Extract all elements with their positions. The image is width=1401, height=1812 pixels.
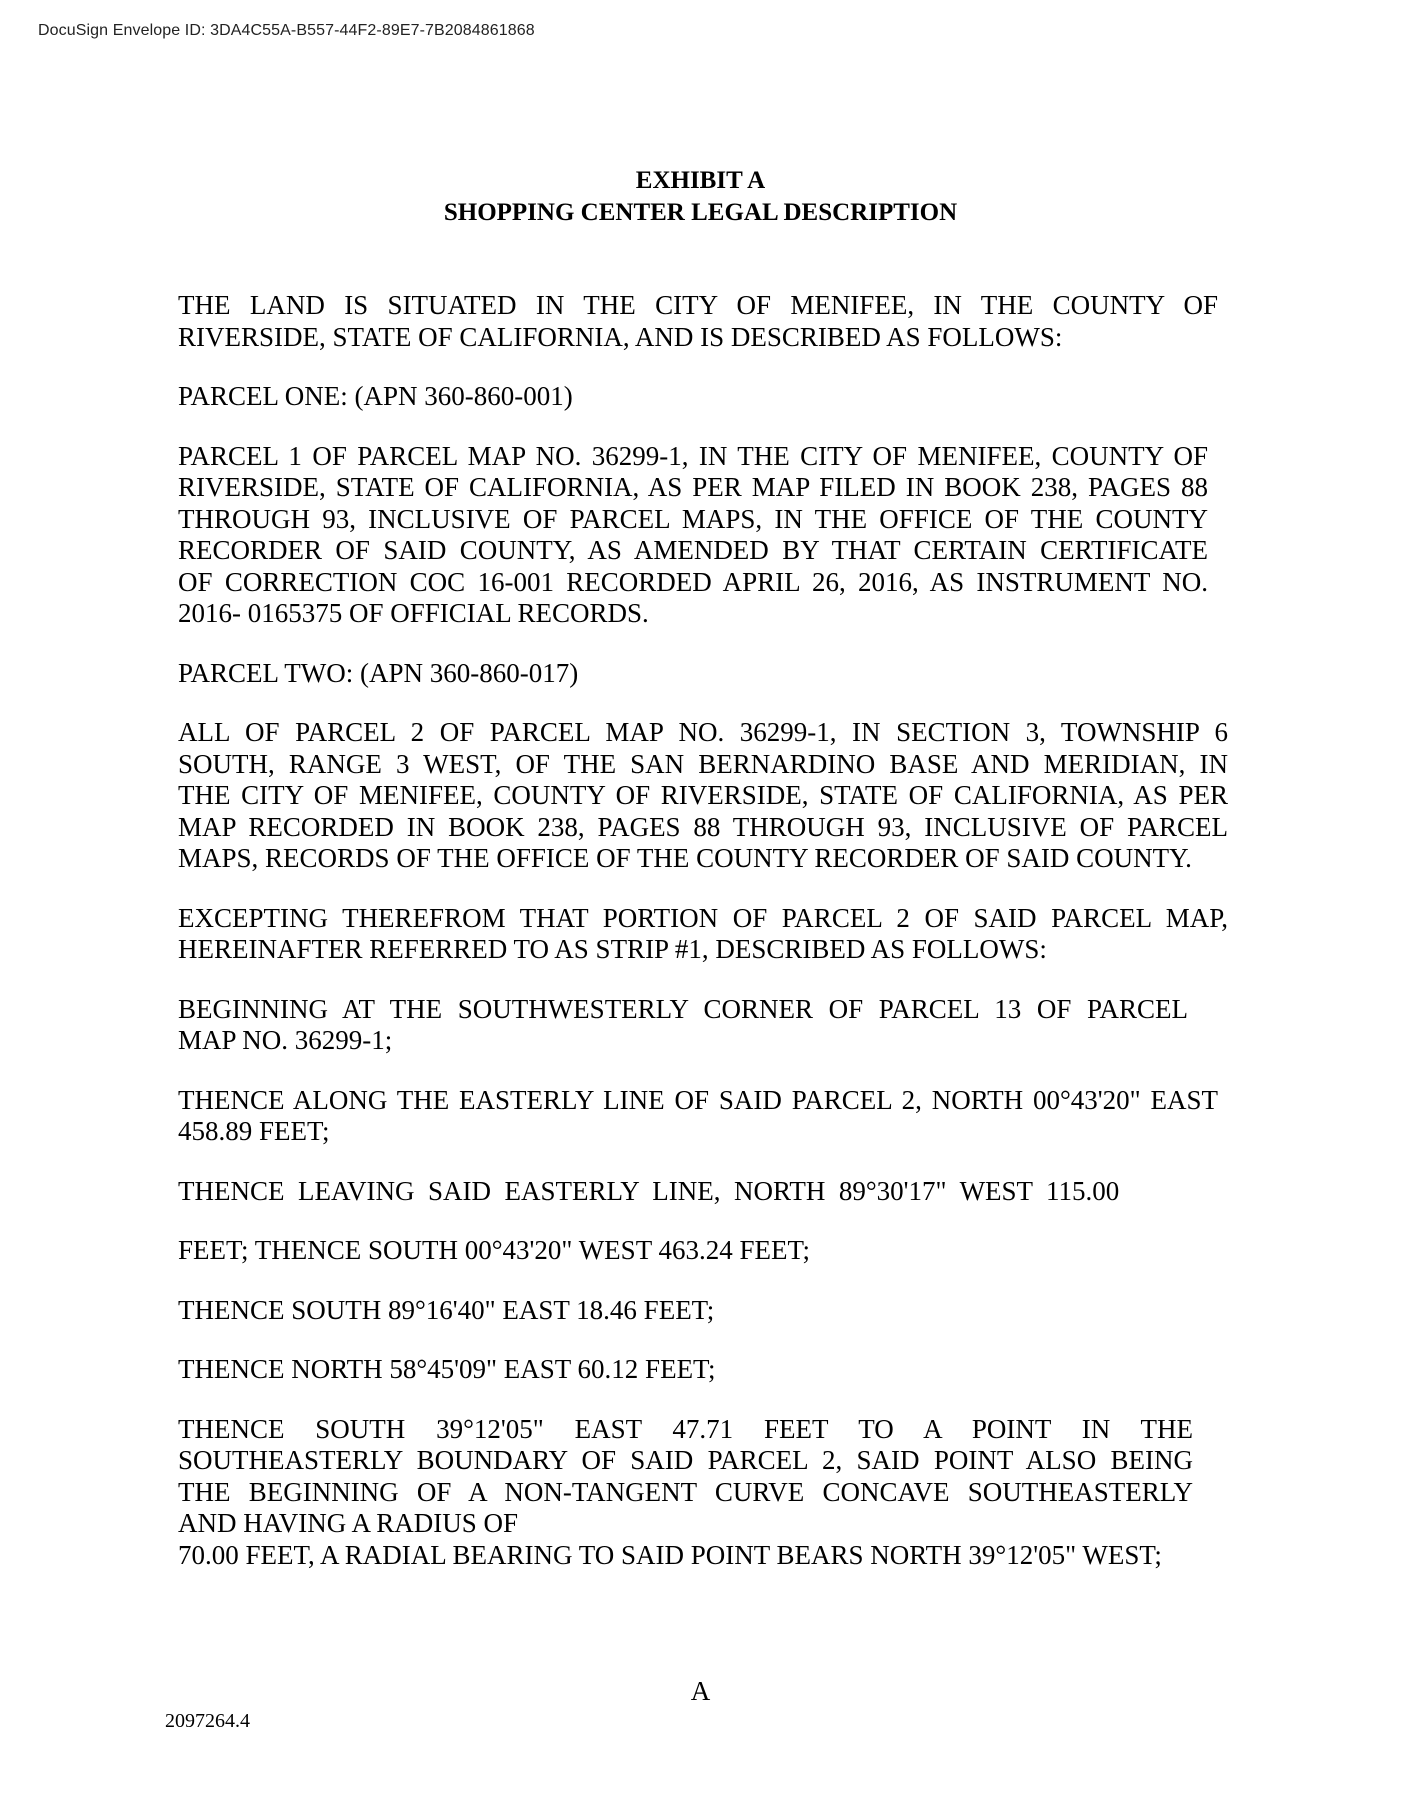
thence-south-39-line-5: 70.00 FEET, A RADIAL BEARING TO SAID POINT BEARS NORTH 39°12'05" WEST;	[178, 1539, 1162, 1570]
exhibit-subtitle: SHOPPING CENTER LEGAL DESCRIPTION	[443, 199, 958, 226]
docusign-envelope-id: DocuSign Envelope ID: 3DA4C55A-B557-44F2-89E7-7B2084861868	[38, 22, 535, 39]
excepting-paragraph	[178, 903, 1228, 966]
parcel-one-line-2: RIVERSIDE, STATE OF CALIFORNIA, AS PER MAP FILED IN BOOK 238, PAGES 88	[178, 472, 1208, 502]
parcel-one-line-1: PARCEL 1 OF PARCEL MAP NO. 36299-1, IN THE CITY OF MENIFEE, COUNTY OF	[178, 440, 1208, 471]
parcel-two-line-2: SOUTH, RANGE 3 WEST, OF THE SAN BERNARDINO BASE AND MERIDIAN, IN	[178, 748, 1228, 779]
document-heading	[0, 165, 1401, 229]
parcel-two-line-3: THE CITY OF MENIFEE, COUNTY OF RIVERSIDE, STATE OF CALIFORNIA, AS PER	[178, 780, 1228, 810]
thence-easterly-paragraph	[178, 1085, 1218, 1148]
excepting-line-1: EXCEPTING THEREFROM THAT PORTION OF PARCEL 2 OF SAID PARCEL MAP,	[178, 902, 1228, 933]
thence-south-39-line-2: SOUTHEASTERLY BOUNDARY OF SAID PARCEL 2, SAID POINT ALSO BEING	[178, 1445, 1193, 1475]
exhibit-title: EXHIBIT A	[635, 167, 766, 194]
intro-paragraph	[178, 290, 1218, 353]
parcel-one-line-6: 2016- 0165375 OF OFFICIAL RECORDS.	[178, 598, 649, 628]
page-letter: A	[690, 1676, 711, 1706]
thence-easterly-line-1: THENCE ALONG THE EASTERLY LINE OF SAID PARCEL 2, NORTH 00°43'20" EAST	[178, 1084, 1218, 1115]
parcel-one-paragraph	[178, 441, 1208, 630]
thence-south-39-line-3: THE BEGINNING OF A NON-TANGENT CURVE CONCAVE SOUTHEASTERLY	[178, 1476, 1193, 1507]
legal-description-body	[178, 290, 1228, 1599]
excepting-line-2: HEREINAFTER REFERRED TO AS STRIP #1, DESCRIBED AS FOLLOWS:	[178, 934, 1047, 964]
beginning-line-2: MAP NO. 36299-1;	[178, 1025, 393, 1055]
parcel-two-line-1: ALL OF PARCEL 2 OF PARCEL MAP NO. 36299-1, IN SECTION 3, TOWNSHIP 6	[178, 717, 1228, 747]
parcel-two-line-4: MAP RECORDED IN BOOK 238, PAGES 88 THROUGH 93, INCLUSIVE OF PARCEL	[178, 811, 1228, 842]
beginning-paragraph	[178, 994, 1188, 1057]
parcel-two-heading: PARCEL TWO: (APN 360-860-017)	[178, 657, 579, 688]
parcel-two-line-5: MAPS, RECORDS OF THE OFFICE OF THE COUNTY RECORDER OF SAID COUNTY.	[178, 843, 1192, 873]
thence-easterly-line-2: 458.89 FEET;	[178, 1116, 330, 1146]
parcel-one-line-3: THROUGH 93, INCLUSIVE OF PARCEL MAPS, IN THE OFFICE OF THE COUNTY	[178, 503, 1208, 534]
parcel-one-heading: PARCEL ONE: (APN 360-860-001)	[178, 381, 573, 411]
thence-south-89-paragraph: THENCE SOUTH 89°16'40" EAST 18.46 FEET;	[178, 1294, 715, 1325]
thence-north-58-paragraph: THENCE NORTH 58°45'09" EAST 60.12 FEET;	[178, 1354, 716, 1384]
parcel-one-line-5: OF CORRECTION COC 16-001 RECORDED APRIL 26, 2016, AS INSTRUMENT NO.	[178, 566, 1208, 597]
thence-leaving-paragraph: THENCE LEAVING SAID EASTERLY LINE, NORTH 89°30'17" WEST 115.00	[178, 1175, 1120, 1206]
beginning-line-1: BEGINNING AT THE SOUTHWESTERLY CORNER OF PARCEL 13 OF PARCEL	[178, 993, 1188, 1024]
parcel-two-paragraph	[178, 717, 1228, 875]
document-number: 2097264.4	[165, 1710, 250, 1732]
thence-south-39-line-4: AND HAVING A RADIUS OF	[178, 1508, 519, 1538]
intro-line-1: THE LAND IS SITUATED IN THE CITY OF MENIFEE, IN THE COUNTY OF	[178, 290, 1218, 320]
feet-thence-south-paragraph: FEET; THENCE SOUTH 00°43'20" WEST 463.24 FEET;	[178, 1235, 810, 1265]
thence-south-39-paragraph	[178, 1414, 1193, 1572]
parcel-one-line-4: RECORDER OF SAID COUNTY, AS AMENDED BY THAT CERTAIN CERTIFICATE	[178, 535, 1208, 565]
thence-south-39-line-1: THENCE SOUTH 39°12'05" EAST 47.71 FEET TO A POINT IN THE	[178, 1413, 1193, 1444]
intro-line-2: RIVERSIDE, STATE OF CALIFORNIA, AND IS DESCRIBED AS FOLLOWS:	[178, 321, 1063, 352]
